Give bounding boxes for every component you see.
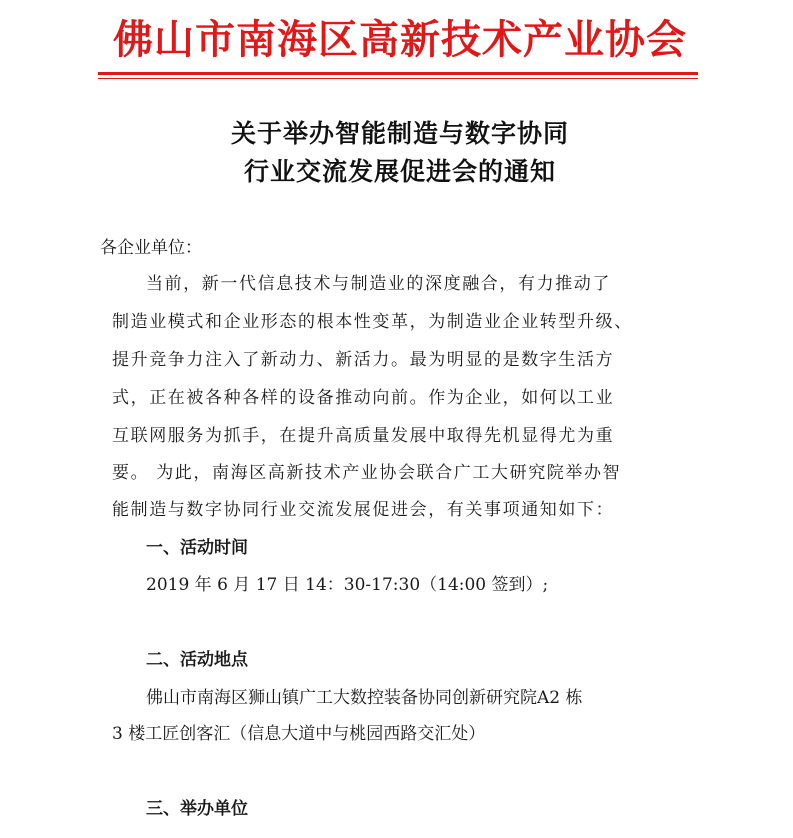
paragraph-line: 制造业模式和企业形态的根本性变革，为制造业企业转型升级、 [112, 312, 633, 332]
paragraph-line: 要。 为此，南海区高新技术产业协会联合广工大研究院举办智 [112, 463, 622, 483]
paragraph-line: 当前，新一代信息技术与制造业的深度融合，有力推动了 [146, 274, 611, 294]
event-time: 2019 年 6 月 17 日 14：30-17:30（14:00 签到）; [146, 575, 549, 595]
section-heading-time: 一、活动时间 [146, 538, 248, 558]
document-title-line-2: 行业交流发展促进会的通知 [243, 157, 556, 186]
paragraph-line: 式，正在被各种各样的设备推动向前。作为企业，如何以工业 [112, 388, 615, 408]
event-location-line-1: 佛山市南海区狮山镇广工大数控装备协同创新研究院A2 栋 [146, 688, 583, 708]
paragraph-line: 互联网服务为抓手，在提升高质量发展中取得先机显得尤为重 [112, 426, 615, 446]
organization-header: 佛山市南海区高新技术产业协会 [113, 16, 687, 63]
header-rule-thick [98, 72, 698, 75]
section-heading-organizer: 三、举办单位 [146, 799, 248, 819]
paragraph-line: 能制造与数字协同行业交流发展促进会，有关事项通知如下： [112, 500, 615, 520]
document-title-line-1: 关于举办智能制造与数字协同 [230, 119, 569, 148]
paragraph-line: 提升竞争力注入了新动力、新活力。最为明显的是数字生活方 [112, 350, 615, 370]
salutation: 各企业单位： [100, 238, 202, 258]
header-rule-thin [98, 78, 698, 79]
section-heading-location: 二、活动地点 [146, 650, 248, 670]
event-location-line-2: 3 楼工匠创客汇（信息大道中与桃园西路交汇处） [112, 724, 486, 744]
